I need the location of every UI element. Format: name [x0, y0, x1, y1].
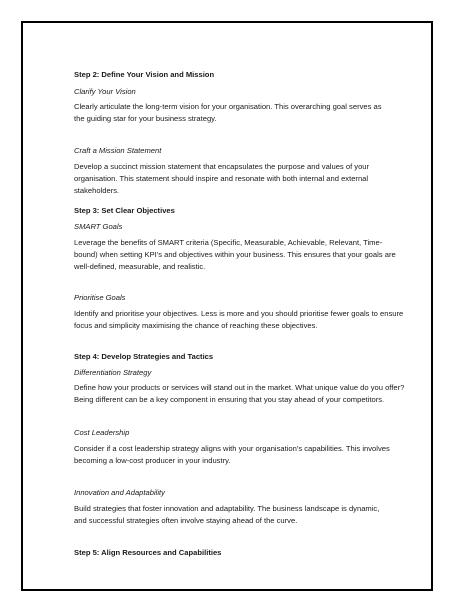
section-heading-step-5: Step 5: Align Resources and Capabilities — [74, 548, 222, 557]
paragraph-clarify-vision: Clearly articulate the long-term vision for your organisation. This overarching goal serves as the guiding star for your business strategy. — [74, 102, 382, 123]
subheading-prioritise-goals: Prioritise Goals — [74, 293, 126, 302]
page-content — [74, 23, 405, 589]
subheading-smart-goals: SMART Goals — [74, 222, 123, 231]
subheading-cost-leadership: Cost Leadership — [74, 428, 130, 437]
document-page — [21, 21, 433, 591]
subheading-innovation: Innovation and Adaptability — [74, 488, 165, 497]
paragraph-differentiation: Define how your products or services will stand out in the market. What unique value do you offer? Being different can be a key component in ensuring that you stay ahead of your competitors. — [74, 383, 405, 404]
subheading-mission-statement: Craft a Mission Statement — [74, 146, 162, 155]
paragraph-smart-goals: Leverage the benefits of SMART criteria (Specific, Measurable, Achievable, Relevant, Time-bound) when setting KPI's and objectives within your business. This ensures that your goals are well-defined, measurable, and realistic. — [74, 238, 396, 271]
paragraph-cost-leadership: Consider if a cost leadership strategy aligns with your organisation's capabilities. This involves becoming a low-cost producer in your industry. — [74, 444, 390, 465]
subheading-differentiation: Differentiation Strategy — [74, 368, 152, 377]
section-heading-step-4: Step 4: Develop Strategies and Tactics — [74, 352, 214, 361]
paragraph-innovation: Build strategies that foster innovation and adaptability. The business landscape is dynamic, and successful strategies often involve staying ahead of the curve. — [74, 504, 380, 525]
paragraph-mission-statement: Develop a succinct mission statement that encapsulates the purpose and values of your organisation. This statement should inspire and resonate with both internal and external stakeholders. — [74, 162, 370, 195]
paragraph-prioritise-goals: Identify and prioritise your objectives. Less is more and you should prioritise fewer goals to ensure focus and simplicity maximising the chance of reaching these objectives. — [74, 309, 404, 330]
subheading-clarify-vision: Clarify Your Vision — [74, 87, 136, 96]
section-heading-step-3: Step 3: Set Clear Objectives — [74, 206, 175, 215]
section-heading-step-2: Step 2: Define Your Vision and Mission — [74, 70, 215, 79]
